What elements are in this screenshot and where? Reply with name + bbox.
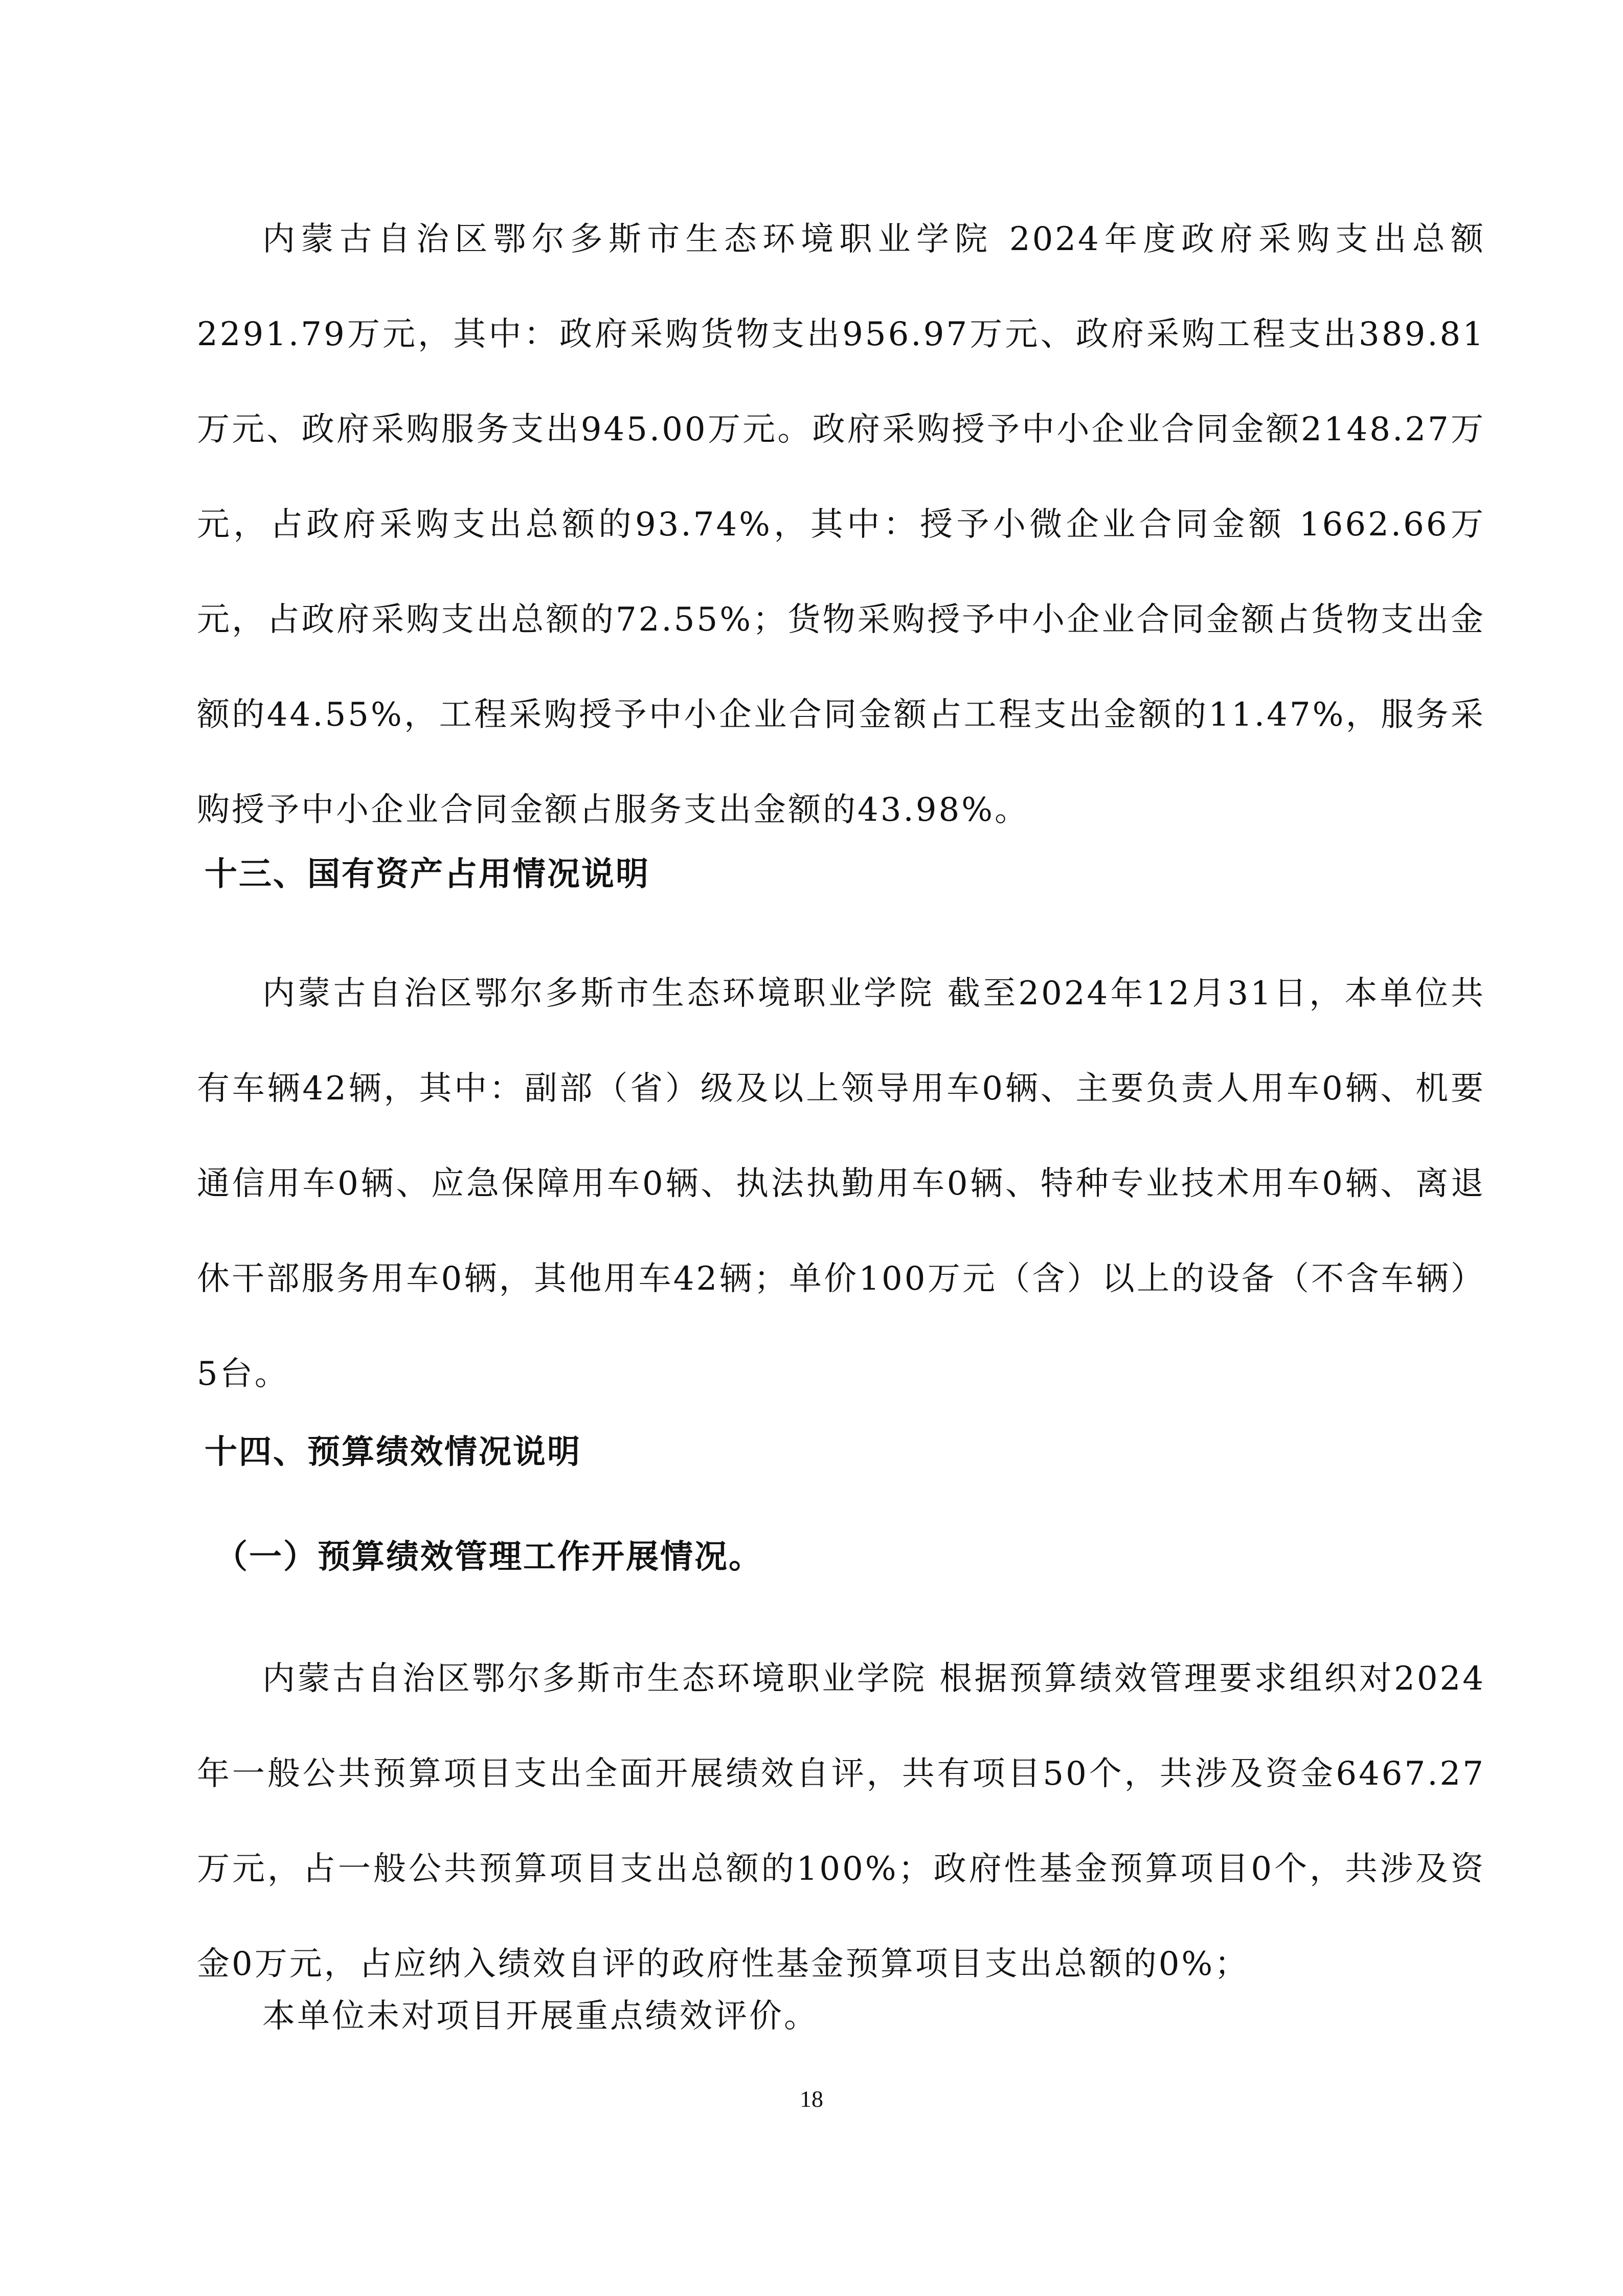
- section-heading-budget-performance: 十四、预算绩效情况说明: [205, 1433, 581, 1471]
- section-heading-state-assets: 十三、国有资产占用情况说明: [205, 856, 650, 893]
- paragraph-performance-self-evaluation: 内蒙古自治区鄂尔多斯市生态环境职业学院 根据预算绩效管理要求组织对2024年一般公共预算项目支出全面开展绩效自评，共有项目50个，共涉及资金6467.27万元，占一般公共预算项目支出总额的100%；政府性基金预算项目0个，共涉及资金0万元，占应纳入绩效自评的政府性基金预算项目支出总额的0%；: [197, 1660, 1485, 1983]
- subsection-heading-performance-management: （一）预算绩效管理工作开展情况。: [215, 1538, 763, 1576]
- paragraph-government-procurement: 内蒙古自治区鄂尔多斯市生态环境职业学院 2024年度政府采购支出总额2291.79万元，其中：政府采购货物支出956.97万元、政府采购工程支出389.81万元、政府采购服务支出945.00万元。政府采购授予中小企业合同金额2148.27万元，占政府采购支出总额的93.74%，其中：授予小微企业合同金额 1662.66万元，占政府采购支出总额的72.55%；货物采购授予中小企业合同金额占货物支出金额的44.55%，工程采购授予中小企业合同金额占工程支出金额的11.47%，服务采购授予中小企业合同金额占服务支出金额的43.98%。: [197, 220, 1485, 829]
- paragraph-key-evaluation: 本单位未对项目开展重点绩效评价。: [262, 1997, 819, 2035]
- page-number: 18: [800, 2086, 823, 2112]
- paragraph-state-assets: 内蒙古自治区鄂尔多斯市生态环境职业学院 截至2024年12月31日，本单位共有车辆42辆，其中：副部（省）级及以上领导用车0辆、主要负责人用车0辆、机要通信用车0辆、应急保障用车0辆、执法执勤用车0辆、特种专业技术用车0辆、离退休干部服务用车0辆，其他用车42辆；单价100万元（含）以上的设备（不含车辆）5台。: [197, 975, 1485, 1393]
